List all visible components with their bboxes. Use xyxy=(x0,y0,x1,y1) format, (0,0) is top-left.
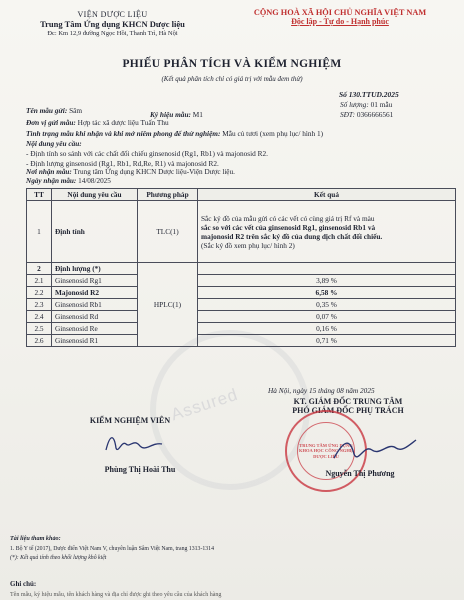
phone-label: SĐT: xyxy=(340,110,356,119)
table-row xyxy=(27,287,456,299)
org-line2: Trung Tâm Ứng dụng KHCN Dược liệu xyxy=(40,19,185,29)
date-received-value: 14/08/2025 xyxy=(78,177,111,185)
hplc-method: HPLC(1) xyxy=(138,263,198,347)
watermark-text: Assured xyxy=(168,384,241,425)
document-title: PHIẾU PHÂN TÍCH VÀ KIỂM NGHIỆM xyxy=(122,58,342,70)
request-item-2: - Định lượng ginsenosid (Rg1, Rb1, Rd,Re, R1) và majonosid R2. xyxy=(26,159,219,168)
request-item-1: - Định tính so sánh với các chất đối chiếu ginsenosid (Rg1, Rb1) và majonosid R2. xyxy=(26,149,268,158)
results-table xyxy=(26,188,456,347)
row-tt: 2.3 xyxy=(27,299,52,311)
row-tt: 2.1 xyxy=(27,275,52,287)
director-title-line1: KT. GIÁM ĐỐC TRUNG TÂM xyxy=(293,397,403,406)
inspector-signature xyxy=(100,430,170,458)
row-result: 0,16 % xyxy=(198,323,456,335)
note-title: Ghi chú: xyxy=(10,580,37,588)
row-tt: 2.4 xyxy=(27,311,52,323)
row-content: Ginsenosid Rg1 xyxy=(52,275,138,287)
header-organization xyxy=(10,10,215,37)
reference-2: (*): Kết quả tính theo khối lượng khô kiệt xyxy=(10,555,107,561)
header-tt: TT xyxy=(27,189,52,201)
receiver-label: Nơi nhận mẫu: xyxy=(26,168,72,176)
row1-result-line2: sắc so với các vết của ginsenosid Rg1, ginsenosid Rb1 và xyxy=(201,222,376,232)
table-row xyxy=(27,311,456,323)
row-result: 6,58 % xyxy=(198,287,456,299)
row-tt: 2.6 xyxy=(27,335,52,347)
row2-result xyxy=(198,263,456,275)
inspector-title: KIỂM NGHIỆM VIÊN xyxy=(89,416,171,425)
row-result: 0,07 % xyxy=(198,311,456,323)
table-row xyxy=(27,201,456,263)
condition-label: Tình trạng mẫu khi nhận và khi mở niêm phong để thử nghiệm: xyxy=(26,129,221,138)
row-content: Ginsenosid Rd xyxy=(52,311,138,323)
quantity-label: Số lượng: xyxy=(340,100,369,109)
row-content: Ginsenosid Rb1 xyxy=(52,299,138,311)
quantity-value: 01 mẫu xyxy=(370,100,393,109)
sample-name-value: Sâm xyxy=(69,106,83,115)
stamp-text: TRUNG TÂM ỨNG DỤNG KHOA HỌC CÔNG NGHỆ DƯỢC LIỆU xyxy=(297,422,355,480)
request-label: Nội dung yêu cầu: xyxy=(26,139,82,148)
org-line1: VIỆN DƯỢC LIỆU xyxy=(77,10,148,19)
phone-value: 0366666561 xyxy=(356,110,394,119)
quantity-line xyxy=(340,100,392,109)
sample-code-value: M1 xyxy=(192,110,203,119)
row-content: Ginsenosid Re xyxy=(52,323,138,335)
director-title xyxy=(248,397,448,415)
row1-result-line4: (Sắc ký đồ xem phụ lục/ hình 2) xyxy=(201,240,295,250)
sample-code-label: Ký hiệu mẫu: xyxy=(150,110,191,119)
table-row xyxy=(27,275,456,287)
receiver-value: Trung tâm Ứng dụng KHCN Dược liệu-Viện Dược liệu. xyxy=(73,168,235,176)
table-row xyxy=(27,263,456,275)
request-label-line xyxy=(26,139,82,148)
place-date: Hà Nội, ngày 15 tháng 08 năm 2025 xyxy=(268,386,375,395)
reference-1: 1. Bộ Y tế (2017), Dược điển Việt Nam V, chuyên luận Sâm Việt Nam, trang 1313-1314 xyxy=(10,546,214,552)
sender-value: Hợp tác xã dược liệu Tuấn Thu xyxy=(77,118,169,127)
row-tt: 2.2 xyxy=(27,287,52,299)
row-content: Ginsenosid R1 xyxy=(52,335,138,347)
phone-line xyxy=(340,110,393,119)
note-text: Tên mẫu, ký hiệu mẫu, tên khách hàng và địa chỉ được ghi theo yêu cầu của khách hàng xyxy=(10,592,222,598)
director-signature xyxy=(330,430,420,470)
table-row xyxy=(27,335,456,347)
org-address: Đc: Km 12,9 đường Ngọc Hồi, Thanh Trì, Hà Nội xyxy=(47,30,178,37)
row1-content: Định tính xyxy=(52,201,138,263)
table-row xyxy=(27,299,456,311)
row1-result-line1: Sắc ký đồ của mẫu gửi có các vết có cùng giá trị Rf và màu xyxy=(201,213,375,223)
row1-result xyxy=(198,201,456,263)
sample-name-label: Tên mẫu gửi: xyxy=(26,106,68,115)
row1-tt: 1 xyxy=(27,201,52,263)
gov-line2: Độc lập - Tự do - Hạnh phúc xyxy=(291,17,389,26)
row-result: 0,35 % xyxy=(198,299,456,311)
row-tt: 2.5 xyxy=(27,323,52,335)
row-content: Majonosid R2 xyxy=(52,287,138,299)
row1-result-line3: majonosid R2 trên sắc ký đồ của dung dịch chất đối chiếu. xyxy=(201,231,383,241)
date-received-label: Ngày nhận mẫu: xyxy=(26,177,77,185)
row-result: 0,71 % xyxy=(198,335,456,347)
date-received-line xyxy=(26,177,111,185)
header-method: Phương pháp xyxy=(138,189,198,201)
table-header-row xyxy=(27,189,456,201)
sender-line xyxy=(26,118,169,127)
row-result: 3,89 % xyxy=(198,275,456,287)
report-number: Số 130.TTUD.2025 xyxy=(339,90,399,99)
table-row xyxy=(27,323,456,335)
sample-name-line xyxy=(26,106,82,115)
row2-tt: 2 xyxy=(27,263,52,275)
row1-method: TLC(1) xyxy=(138,201,198,263)
director-name: Nguyễn Thị Phương xyxy=(325,469,395,478)
sender-label: Đơn vị gửi mẫu: xyxy=(26,118,76,127)
header-government xyxy=(218,8,462,26)
condition-value: Mẫu củ tươi (xem phụ lục/ hình 1) xyxy=(222,129,324,138)
references-title: Tài liệu tham khảo: xyxy=(10,535,61,542)
director-title-line2: PHÓ GIÁM ĐỐC PHỤ TRÁCH xyxy=(292,406,404,415)
gov-line1: CỘNG HOÀ XÃ HỘI CHỦ NGHĨA VIỆT NAM xyxy=(253,8,427,17)
condition-line xyxy=(26,129,323,138)
header-content: Nội dung yêu cầu xyxy=(52,189,138,201)
inspector-name: Phùng Thị Hoài Thu xyxy=(104,465,176,474)
document-subtitle: (Kết quả phân tích chỉ có giá trị với mẫu đem thử) xyxy=(161,75,303,83)
receiver-line xyxy=(26,168,235,176)
row2-content: Định lượng (*) xyxy=(52,263,138,275)
header-result: Kết quả xyxy=(198,189,456,201)
